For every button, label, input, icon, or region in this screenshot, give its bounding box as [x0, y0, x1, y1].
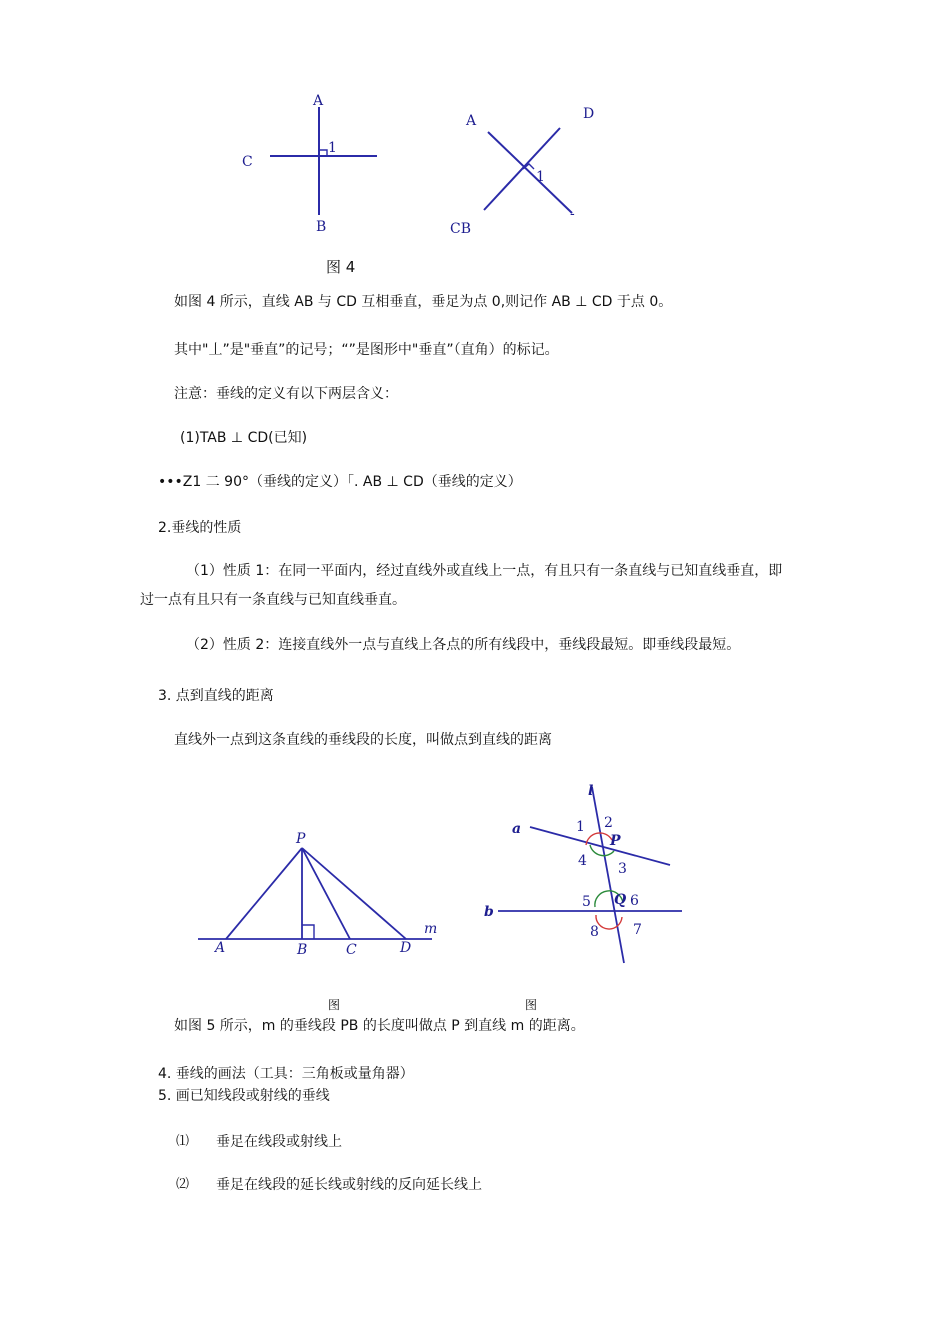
figure-4-right	[450, 106, 594, 235]
figure-5-right-caption: 图	[525, 998, 538, 1012]
label-A: A	[215, 940, 226, 956]
distance-definition: 直线外一点到这条直线的垂线段的长度，叫做点到直线的距离	[174, 732, 552, 748]
section-2-heading: 2.垂线的性质	[158, 520, 242, 536]
paragraph-note: 注意：垂线的定义有以下两层含义：	[174, 386, 398, 402]
label-A: A	[313, 93, 324, 109]
label-B: B	[297, 942, 308, 958]
paragraph-symbol: 其中"丄”是"垂直”的记号；“”是图形中"垂直”（直角）的标记。	[174, 342, 559, 358]
label-B: B	[316, 219, 327, 235]
label-3: 3	[618, 861, 627, 877]
label-P: P	[610, 833, 621, 849]
label-D: D	[400, 940, 412, 956]
label-1: 1	[328, 140, 337, 156]
figure-5-left-caption: 图	[328, 998, 341, 1012]
label-m: m	[424, 921, 438, 937]
label-8: 8	[590, 924, 599, 940]
figure-5-diagram	[190, 775, 700, 975]
label-C: C	[242, 154, 253, 170]
item-2-number: ⑵	[176, 1177, 190, 1192]
label-D: D	[583, 106, 595, 122]
section-3-heading: 3. 点到直线的距离	[158, 688, 274, 704]
label-C: C	[346, 942, 357, 958]
label-A: A	[466, 113, 477, 129]
label-1: 1	[576, 819, 585, 835]
label-dash: -	[570, 206, 575, 222]
figure-4-diagram	[230, 85, 610, 235]
property-2: （2）性质 2：连接直线外一点与直线上各点的所有线段中，垂线段最短。即垂线段最短。	[186, 637, 741, 653]
label-b: b	[484, 904, 494, 920]
label-l: l	[588, 783, 594, 799]
paragraph-definition: •••Z1 二 90°（垂线的定义）「. AB ⊥ CD（垂线的定义）	[158, 474, 522, 490]
item-1-number: ⑴	[176, 1134, 190, 1149]
label-5: 5	[582, 894, 591, 910]
label-1: 1	[536, 169, 545, 185]
section-4-heading: 4. 垂线的画法（工具：三角板或量角器）	[158, 1066, 414, 1082]
label-2: 2	[604, 815, 613, 831]
label-6: 6	[630, 893, 639, 909]
paragraph-given: (1)TAB ⊥ CD(已知)	[180, 430, 308, 446]
label-4: 4	[578, 853, 587, 869]
paragraph-notation: 如图 4 所示，直线 AB 与 CD 互相垂直，垂足为点 0,则记作 AB ⊥ CD 于点 0。	[174, 294, 673, 310]
figure-4-left	[242, 93, 377, 235]
item-1-text: 垂足在线段或射线上	[216, 1134, 342, 1150]
property-1-line-1: （1）性质 1：在同一平面内，经过直线外或直线上一点，有且只有一条直线与已知直线垂直，即	[186, 563, 783, 579]
paragraph-figure-5: 如图 5 所示，m 的垂线段 PB 的长度叫做点 P 到直线 m 的距离。	[174, 1018, 585, 1034]
figure-5-right-labels	[484, 783, 642, 940]
property-1-line-2: 过一点有且只有一条直线与已知直线垂直。	[140, 592, 406, 608]
label-a: a	[512, 821, 522, 837]
label-P: P	[296, 831, 306, 847]
item-2-text: 垂足在线段的延长线或射线的反向延长线上	[216, 1177, 482, 1193]
figure-5-left	[198, 848, 432, 939]
figure-4-caption: 图 4	[326, 258, 356, 276]
label-CB: CB	[450, 221, 471, 235]
label-Q: Q	[614, 892, 627, 908]
label-7: 7	[633, 922, 642, 938]
section-5-heading: 5. 画已知线段或射线的垂线	[158, 1088, 330, 1104]
